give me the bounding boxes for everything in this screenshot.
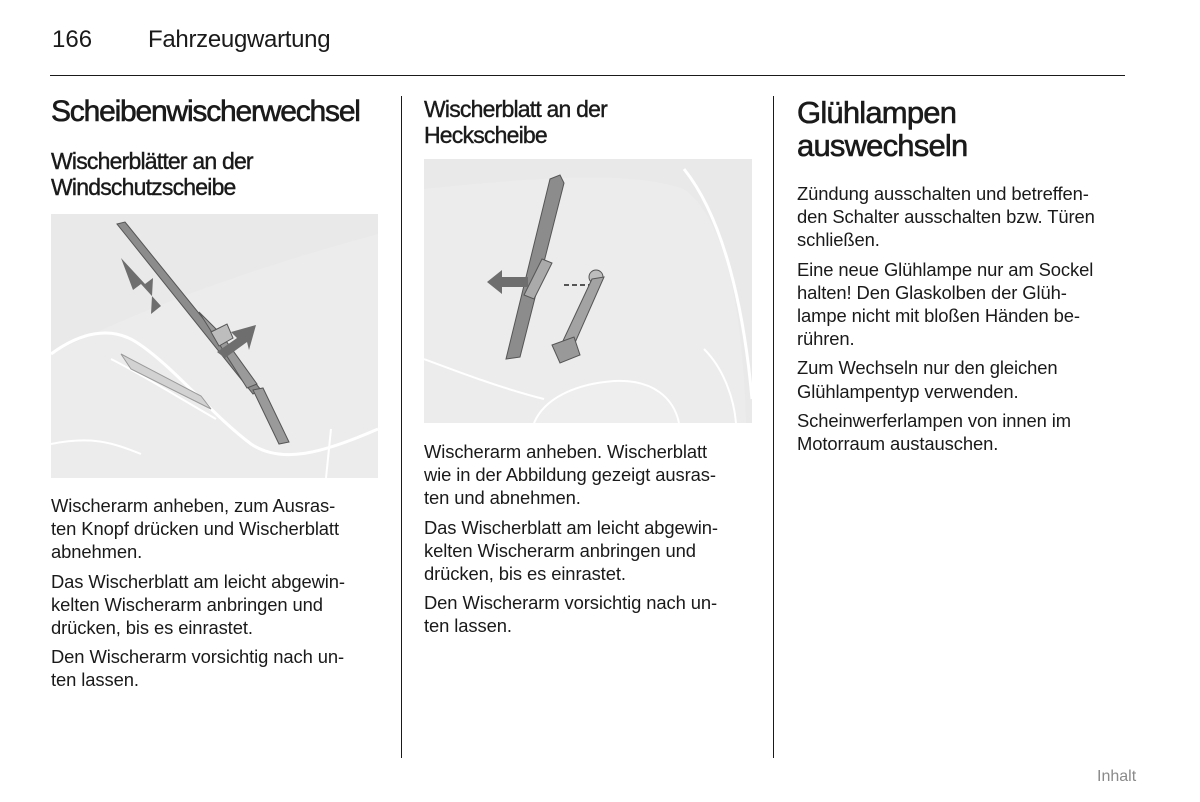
subheading-rear-wiper xyxy=(424,96,754,148)
paragraph-line: lampe nicht mit bloßen Händen be- xyxy=(797,305,1080,327)
paragraph-line: schließen. xyxy=(797,229,880,251)
paragraph-line: Motorraum austauschen. xyxy=(797,433,999,455)
subheading-line: Wischerblätter an der xyxy=(51,148,253,174)
page-title: Fahrzeugwartung xyxy=(148,26,331,53)
paragraph xyxy=(51,494,381,564)
paragraph-line: Zündung ausschalten und betreffen- xyxy=(797,183,1089,204)
paragraph-line: Das Wischerblatt am leicht abgewin- xyxy=(424,516,718,538)
paragraph-line: Den Wischerarm vorsichtig nach un- xyxy=(51,646,344,668)
subheading-line: Wischerblatt an der xyxy=(424,96,607,122)
heading-line: auswechseln xyxy=(797,128,968,163)
paragraph-line: Wischerarm anheben, zum Ausras- xyxy=(51,495,336,516)
paragraph-line: wie in der Abbildung gezeigt ausras- xyxy=(424,464,716,486)
heading-line: Glühlampen xyxy=(797,95,957,130)
paragraph-line: Glühlampentyp verwenden. xyxy=(797,380,1019,402)
section-heading-bulb-replacement xyxy=(797,96,1127,162)
windshield-wiper-figure xyxy=(51,214,378,478)
column-middle xyxy=(424,96,754,644)
right-paragraphs xyxy=(797,182,1127,455)
column-left xyxy=(51,96,381,698)
subheading-line: Heckscheibe xyxy=(424,122,547,148)
page-header xyxy=(52,26,330,56)
paragraph-line: ten lassen. xyxy=(51,669,139,691)
paragraph-line: Eine neue Glühlampe nur am Sockel xyxy=(797,258,1094,280)
left-paragraphs xyxy=(51,494,381,692)
subheading-windshield-wipers xyxy=(51,148,381,200)
paragraph-line: ten und abnehmen. xyxy=(424,487,581,509)
page-number: 166 xyxy=(52,26,93,53)
middle-paragraphs xyxy=(424,440,754,638)
header-rule xyxy=(50,75,1125,76)
paragraph-line: halten! Den Glaskolben der Glüh- xyxy=(797,281,1067,303)
paragraph xyxy=(424,440,754,510)
paragraph xyxy=(51,570,381,640)
inhalt-link[interactable]: Inhalt xyxy=(1097,768,1137,785)
paragraph-line: ten Knopf drücken und Wischerblatt xyxy=(51,518,339,540)
paragraph-line: den Schalter ausschalten bzw. Türen xyxy=(797,206,1095,228)
section-heading-wiper-change: Scheibenwischerwechsel xyxy=(51,95,360,128)
paragraph-line: Scheinwerferlampen von innen im xyxy=(797,409,1071,431)
paragraph-line: Das Wischerblatt am leicht abgewin- xyxy=(51,570,345,592)
paragraph-line: drücken, bis es einrastet. xyxy=(51,617,253,639)
paragraph xyxy=(424,591,754,637)
paragraph-line: kelten Wischerarm anbringen und xyxy=(424,539,696,561)
paragraph-line: Den Wischerarm vorsichtig nach un- xyxy=(424,592,717,614)
paragraph-line: drücken, bis es einrastet. xyxy=(424,563,626,585)
column-right xyxy=(797,96,1127,461)
column-divider-2 xyxy=(773,96,774,758)
paragraph-line: Zum Wechseln nur den gleichen xyxy=(797,357,1058,379)
paragraph-line: rühren. xyxy=(797,328,855,350)
rear-wiper-figure xyxy=(424,159,752,423)
column-divider-1 xyxy=(401,96,402,758)
paragraph-line: abnehmen. xyxy=(51,541,143,563)
paragraph-line: kelten Wischerarm anbringen und xyxy=(51,593,323,615)
paragraph xyxy=(797,356,1127,402)
subheading-line: Windschutzscheibe xyxy=(51,174,236,200)
paragraph xyxy=(797,182,1127,252)
paragraph-line: Wischerarm anheben. Wischerblatt xyxy=(424,441,707,462)
paragraph xyxy=(424,516,754,586)
paragraph xyxy=(797,258,1127,351)
paragraph-line: ten lassen. xyxy=(424,615,512,637)
paragraph xyxy=(797,409,1127,455)
paragraph xyxy=(51,645,381,691)
